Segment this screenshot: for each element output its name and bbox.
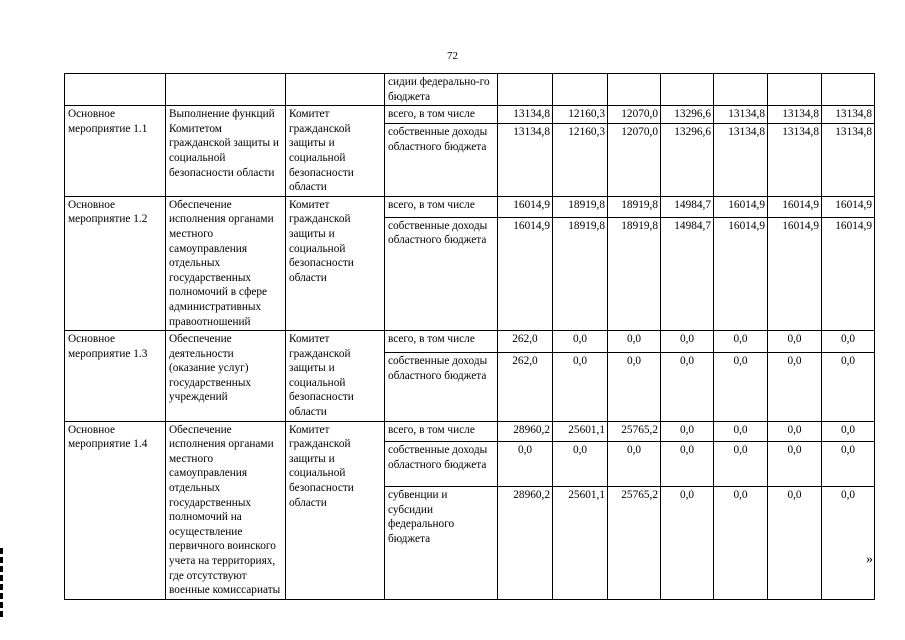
source-cell: всего, в том числе: [385, 196, 498, 217]
value-cell: 13134,8: [822, 124, 875, 196]
value-cell: 16014,9: [714, 217, 768, 331]
value-cell: 13134,8: [714, 124, 768, 196]
description-cell: Обеспечение исполнения органами местного самоуправления отдельных государственных полномочий в сфере административных правоотношений: [166, 196, 286, 330]
page-number: 72: [447, 50, 458, 62]
source-cell: всего, в том числе: [385, 106, 498, 124]
value-cell: 0,0: [714, 353, 768, 422]
executor-cell: Комитет гражданской защиты и социальной безопасности области: [286, 196, 385, 330]
value-cell: 0,0: [768, 442, 822, 487]
table-cell: [822, 74, 875, 106]
value-cell: 25601,1: [553, 421, 608, 441]
table-cell: [768, 74, 822, 106]
value-cell: 18919,8: [608, 217, 661, 331]
table-cell: [65, 74, 166, 106]
value-cell: 0,0: [661, 487, 714, 600]
value-cell: 16014,9: [498, 196, 553, 217]
table-cell: [714, 74, 768, 106]
value-cell: 16014,9: [714, 196, 768, 217]
table-row: [65, 421, 875, 441]
value-cell: 14984,7: [661, 217, 714, 331]
value-cell: 28960,2: [498, 487, 553, 600]
value-cell: 13134,8: [768, 124, 822, 196]
value-cell: 18919,8: [553, 196, 608, 217]
activity-cell: Основное мероприятие 1.2: [65, 196, 166, 330]
source-cell: всего, в том числе: [385, 331, 498, 353]
executor-cell: Комитет гражданской защиты и социальной безопасности области: [286, 106, 385, 197]
value-cell: 0,0: [768, 421, 822, 441]
value-cell: 25765,2: [608, 421, 661, 441]
table-cell: [608, 74, 661, 106]
value-cell: 262,0: [498, 331, 553, 353]
value-cell: 13134,8: [498, 124, 553, 196]
value-cell: 0,0: [822, 353, 875, 422]
budget-table: [64, 73, 875, 600]
description-cell: Выполнение функций Комитетом гражданской защиты и социальной безопасности области: [166, 106, 286, 197]
table-row: [65, 106, 875, 124]
value-cell: 28960,2: [498, 421, 553, 441]
source-cell: собственные доходы областного бюджета: [385, 124, 498, 196]
value-cell: 16014,9: [822, 217, 875, 331]
source-cell: собственные доходы областного бюджета: [385, 442, 498, 487]
value-cell: 0,0: [822, 487, 875, 600]
value-cell: 13134,8: [822, 106, 875, 124]
source-cell: субвенции и субсидии федерального бюджета: [385, 487, 498, 600]
value-cell: 16014,9: [768, 196, 822, 217]
value-cell: 0,0: [714, 331, 768, 353]
source-cell: собственные доходы областного бюджета: [385, 353, 498, 422]
value-cell: 13134,8: [714, 106, 768, 124]
source-cell: всего, в том числе: [385, 421, 498, 441]
value-cell: 0,0: [822, 421, 875, 441]
value-cell: 18919,8: [553, 217, 608, 331]
value-cell: 13134,8: [768, 106, 822, 124]
source-cell: сидии федерально-го бюджета: [385, 74, 498, 106]
value-cell: 0,0: [553, 353, 608, 422]
value-cell: 12070,0: [608, 124, 661, 196]
value-cell: 0,0: [608, 353, 661, 422]
scan-edge-mark: [0, 548, 3, 618]
activity-cell: Основное мероприятие 1.3: [65, 331, 166, 422]
value-cell: 13296,6: [661, 106, 714, 124]
value-cell: 0,0: [768, 487, 822, 600]
value-cell: 0,0: [608, 331, 661, 353]
value-cell: 0,0: [822, 331, 875, 353]
table-cell: [166, 74, 286, 106]
value-cell: 12070,0: [608, 106, 661, 124]
closing-quote-mark: »: [866, 552, 873, 567]
value-cell: 16014,9: [822, 196, 875, 217]
value-cell: 12160,3: [553, 124, 608, 196]
value-cell: 25601,1: [553, 487, 608, 600]
value-cell: 0,0: [553, 331, 608, 353]
value-cell: 0,0: [661, 442, 714, 487]
value-cell: 262,0: [498, 353, 553, 422]
table-row: [65, 196, 875, 217]
table-cell: [661, 74, 714, 106]
executor-cell: Комитет гражданской защиты и социальной безопасности области: [286, 421, 385, 599]
table-cell: [286, 74, 385, 106]
value-cell: 16014,9: [768, 217, 822, 331]
value-cell: 0,0: [661, 331, 714, 353]
table-row: [65, 74, 875, 106]
value-cell: 0,0: [714, 442, 768, 487]
description-cell: Обеспечение деятельности (оказание услуг) государственных учреждений: [166, 331, 286, 422]
value-cell: 14984,7: [661, 196, 714, 217]
value-cell: 25765,2: [608, 487, 661, 600]
value-cell: 0,0: [768, 353, 822, 422]
value-cell: 0,0: [661, 353, 714, 422]
value-cell: 12160,3: [553, 106, 608, 124]
value-cell: 0,0: [661, 421, 714, 441]
value-cell: 13296,6: [661, 124, 714, 196]
activity-cell: Основное мероприятие 1.4: [65, 421, 166, 599]
activity-cell: Основное мероприятие 1.1: [65, 106, 166, 197]
table-cell: [498, 74, 553, 106]
value-cell: 0,0: [714, 487, 768, 600]
value-cell: 0,0: [608, 442, 661, 487]
value-cell: 0,0: [768, 331, 822, 353]
value-cell: 16014,9: [498, 217, 553, 331]
table-row: [65, 331, 875, 353]
value-cell: 18919,8: [608, 196, 661, 217]
value-cell: 0,0: [822, 442, 875, 487]
value-cell: 0,0: [553, 442, 608, 487]
table-cell: [553, 74, 608, 106]
source-cell: собственные доходы областного бюджета: [385, 217, 498, 331]
value-cell: 0,0: [714, 421, 768, 441]
value-cell: 13134,8: [498, 106, 553, 124]
executor-cell: Комитет гражданской защиты и социальной безопасности области: [286, 331, 385, 422]
description-cell: Обеспечение исполнения органами местного самоуправления отдельных государственных полномочий на осуществление первичного воинского учета на территориях, где отсутствуют военные комиссариаты: [166, 421, 286, 599]
value-cell: 0,0: [498, 442, 553, 487]
